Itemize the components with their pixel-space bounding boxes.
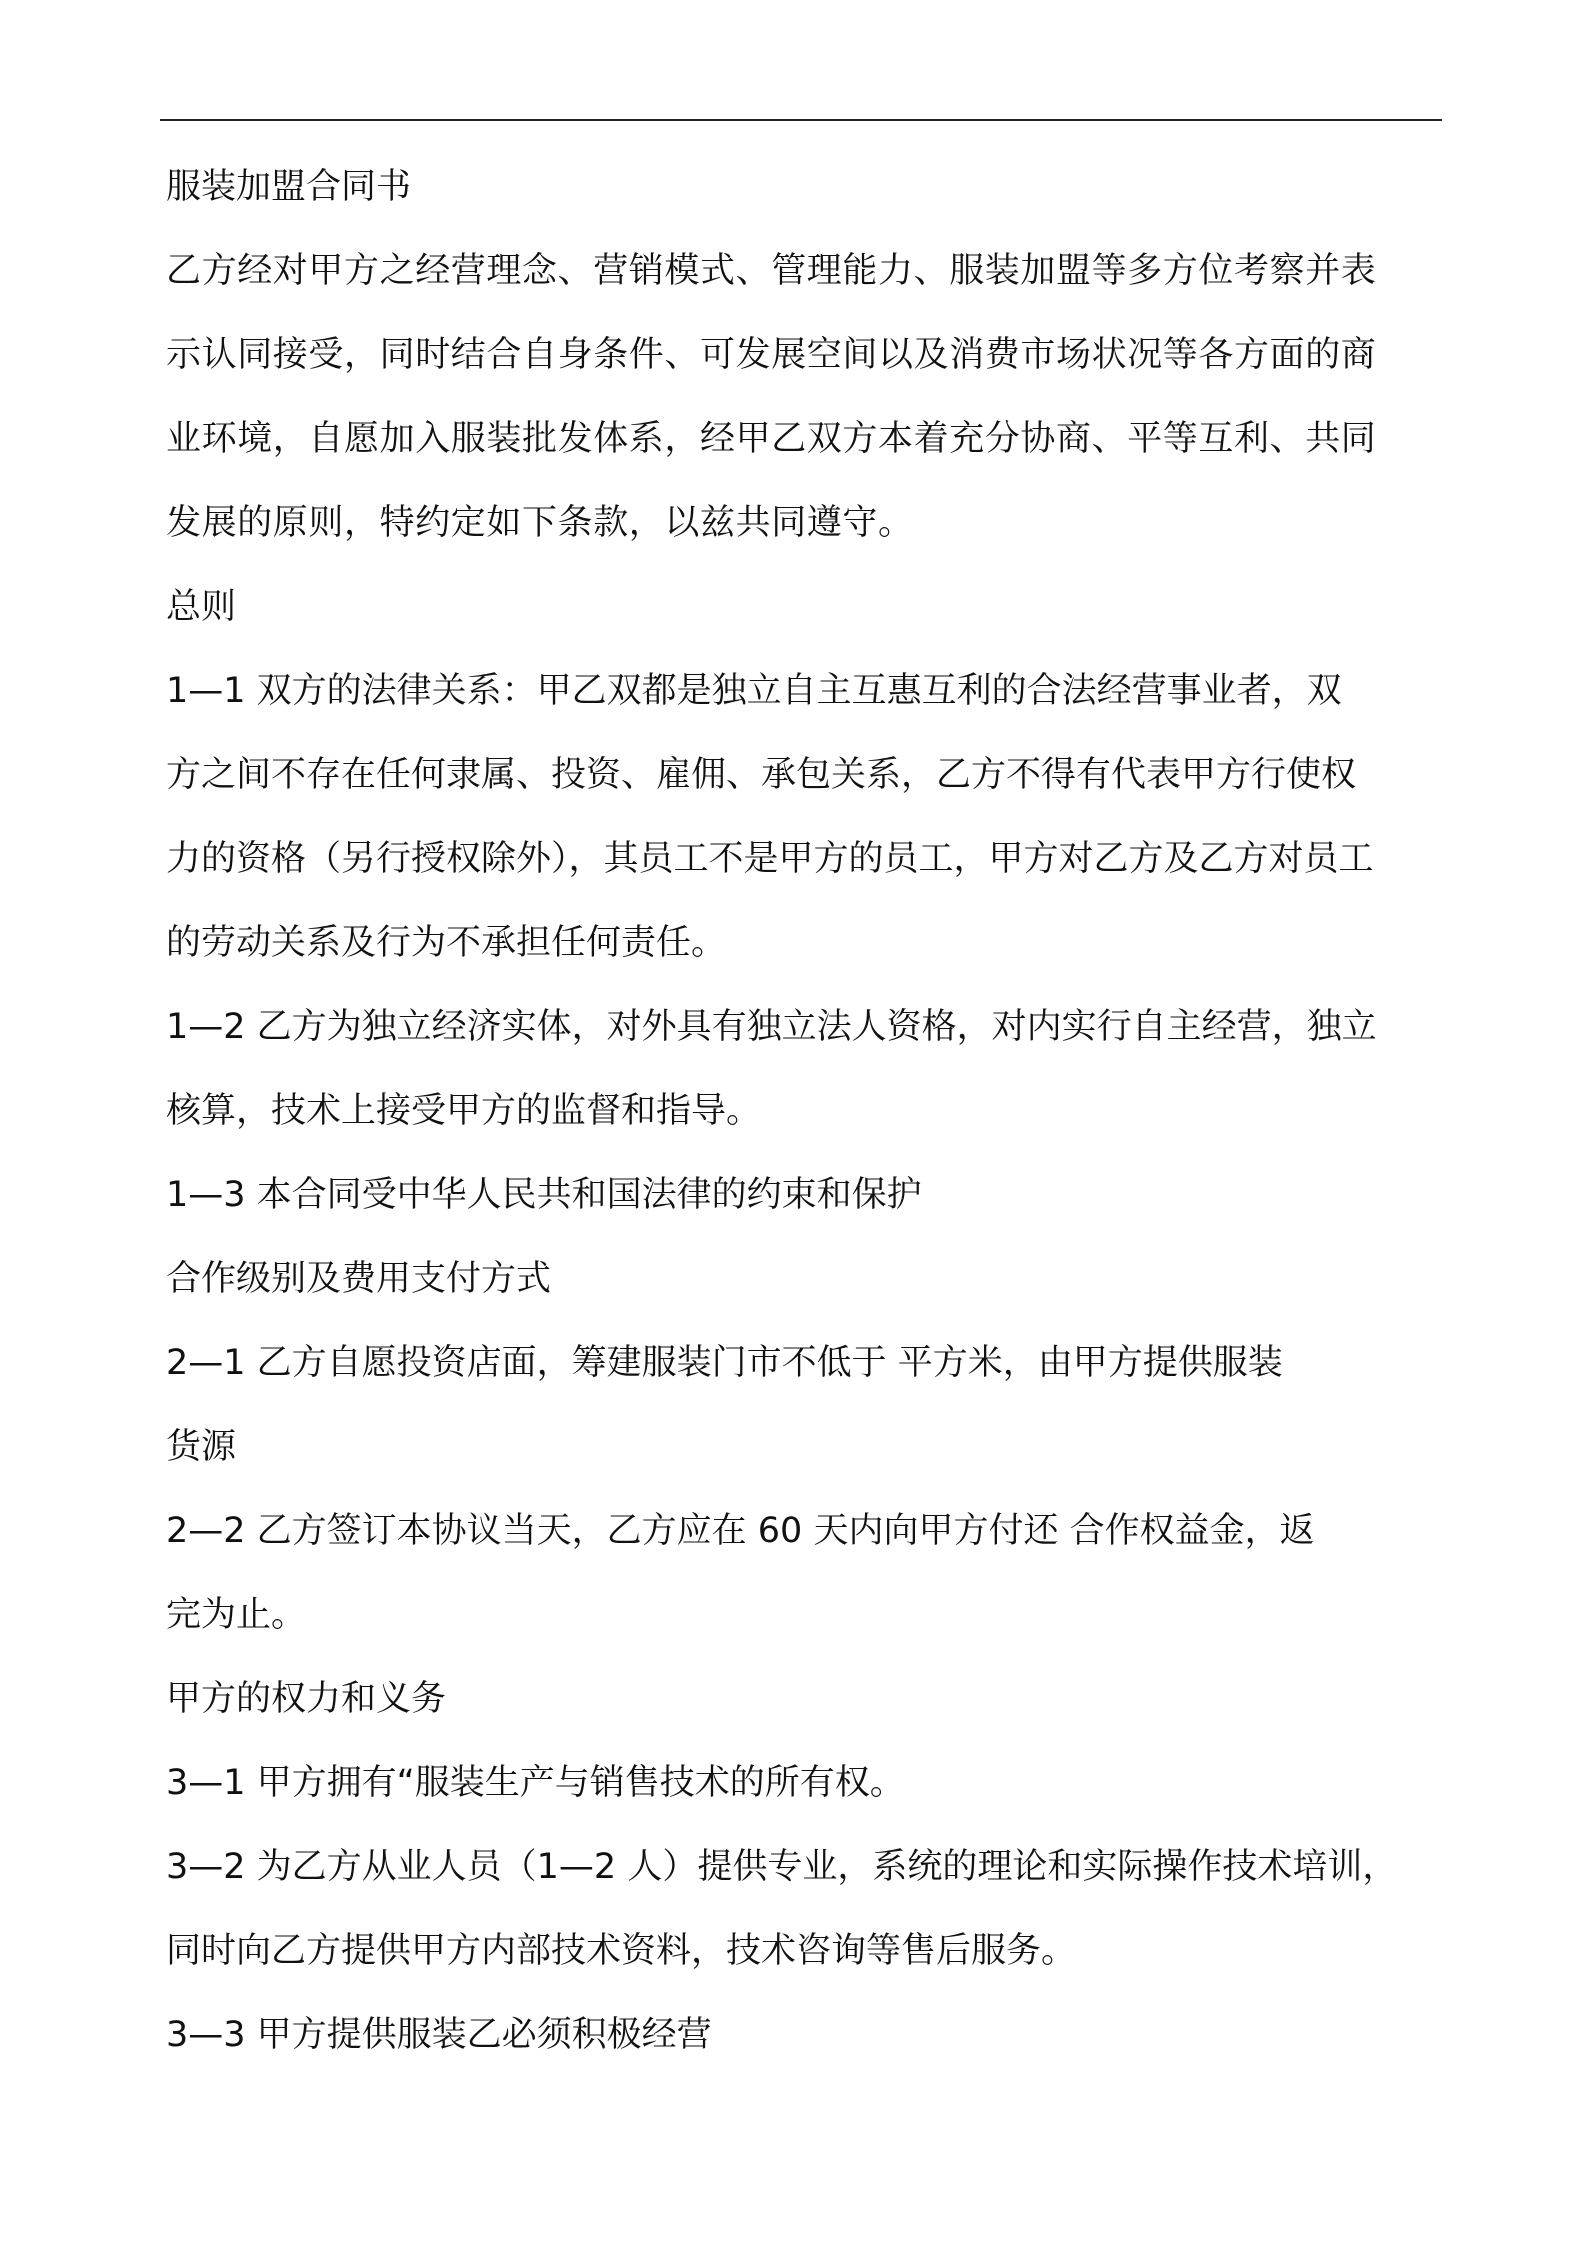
- clause-2-2-line-1: 2—2 乙方签订本协议当天，乙方应在 60 天内向甲方付还 合作权益金，返: [166, 1511, 1315, 1551]
- clause-3-1: 3—1 甲方拥有“服装生产与销售技术的所有权。: [166, 1763, 905, 1803]
- preamble-line-3: 业环境，自愿加入服装批发体系，经甲乙双方本着充分协商、平等互利、共同: [166, 419, 1377, 459]
- clause-1-2-line-1: 1—2 乙方为独立经济实体，对外具有独立法人资格，对内实行自主经营，独立: [166, 1007, 1377, 1047]
- clause-3-2-line-1: 3—2 为乙方从业人员（1—2 人）提供专业，系统的理论和实际操作技术培训，: [166, 1847, 1398, 1887]
- clause-2-1-line-1: 2—1 乙方自愿投资店面，筹建服装门市不低于 平方米，由甲方提供服装: [166, 1343, 1283, 1383]
- clause-1-1-line-2: 方之间不存在任何隶属、投资、雇佣、承包关系，乙方不得有代表甲方行使权: [166, 755, 1357, 795]
- clause-3-2-line-2: 同时向乙方提供甲方内部技术资料，技术咨询等售后服务。: [166, 1931, 1077, 1971]
- preamble-line-1: 乙方经对甲方之经营理念、营销模式、管理能力、服装加盟等多方位考察并表: [166, 251, 1377, 291]
- section-heading-party-a: 甲方的权力和义务: [166, 1679, 447, 1719]
- section-heading-general: 总则: [166, 587, 237, 627]
- clause-1-3: 1—3 本合同受中华人民共和国法律的约束和保护: [166, 1175, 922, 1215]
- header-rule: [160, 119, 1442, 121]
- clause-2-1-line-2: 货源: [166, 1427, 237, 1467]
- clause-1-1-line-4: 的劳动关系及行为不承担任何责任。: [166, 923, 727, 963]
- preamble-line-4: 发展的原则，特约定如下条款，以兹共同遵守。: [166, 503, 914, 543]
- clause-2-2-line-2: 完为止。: [166, 1595, 307, 1635]
- section-heading-cooperation: 合作级别及费用支付方式: [166, 1259, 552, 1299]
- clause-1-1-line-1: 1—1 双方的法律关系：甲乙双都是独立自主互惠互利的合法经营事业者，双: [166, 671, 1342, 711]
- clause-3-3: 3—3 甲方提供服装乙必须积极经营: [166, 2015, 712, 2055]
- document-title: 服装加盟合同书: [166, 167, 412, 207]
- preamble-line-2: 示认同接受，同时结合自身条件、可发展空间以及消费市场状况等各方面的商: [166, 335, 1377, 375]
- clause-1-2-line-2: 核算，技术上接受甲方的监督和指导。: [166, 1091, 762, 1131]
- clause-1-1-line-3: 力的资格（另行授权除外），其员工不是甲方的员工，甲方对乙方及乙方对员工: [166, 839, 1374, 879]
- document-body: [166, 158, 1448, 2090]
